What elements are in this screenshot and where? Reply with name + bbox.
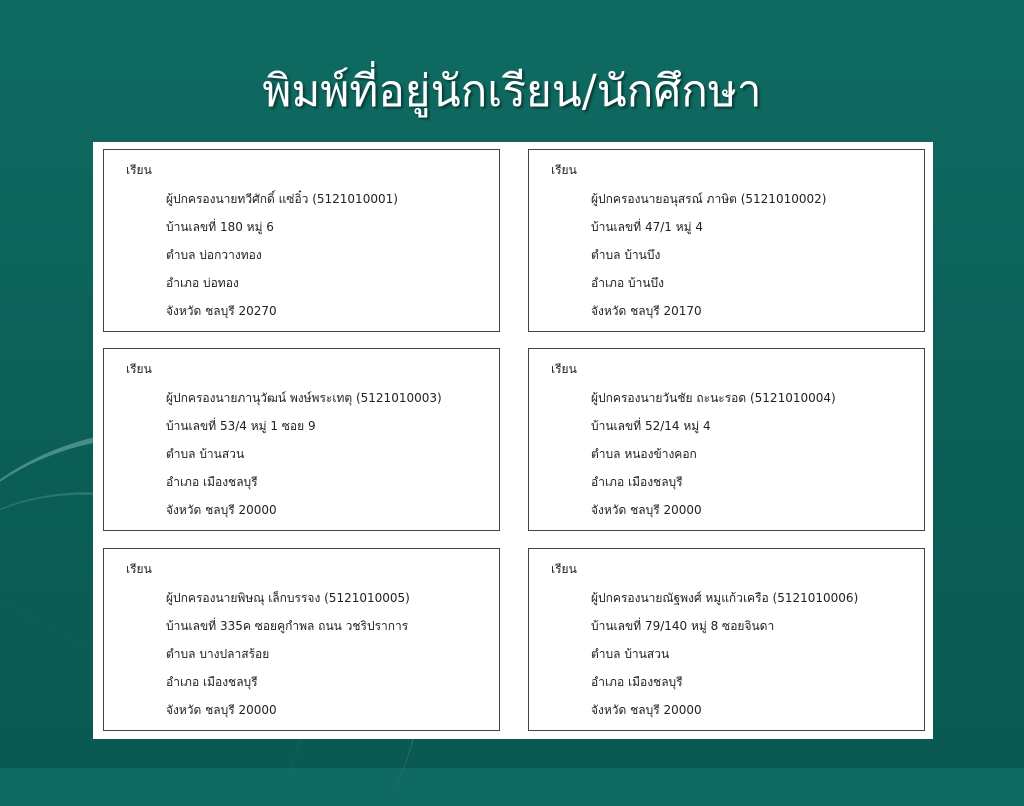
label-house-address: บ้านเลขที่ 335ค ซอยคูกำพล ถนน วชริปราการ — [166, 619, 409, 633]
label-salutation: เรียน — [126, 362, 152, 376]
label-district: อำเภอ เมืองชลบุรี — [166, 675, 258, 689]
label-district: อำเภอ เมืองชลบุรี — [591, 475, 683, 489]
label-province: จังหวัด ชลบุรี 20000 — [166, 503, 277, 517]
slide-title: พิมพ์ที่อยู่นักเรียน/นักศึกษา — [262, 66, 762, 117]
label-subdistrict: ตำบล หนองข้างคอก — [591, 447, 697, 461]
label-house-address: บ้านเลขที่ 53/4 หมู่ 1 ซอย 9 — [166, 419, 316, 433]
address-label — [528, 348, 925, 531]
address-label — [103, 548, 500, 731]
label-guardian: ผู้ปกครองนายภานุวัฒน์ พงษ์พระเทตุ (5121010003) — [166, 391, 442, 405]
address-label — [103, 348, 500, 531]
label-province: จังหวัด ชลบุรี 20000 — [166, 703, 277, 717]
label-subdistrict: ตำบล บ้านบึง — [591, 248, 661, 262]
label-guardian: ผู้ปกครองนายณัฐพงศ์ หมูแก้วเครือ (5121010006) — [591, 591, 859, 605]
label-salutation: เรียน — [126, 163, 152, 177]
label-province: จังหวัด ชลบุรี 20000 — [591, 703, 702, 717]
label-subdistrict: ตำบล บ่อกวางทอง — [166, 248, 262, 262]
label-house-address: บ้านเลขที่ 79/140 หมู่ 8 ซอยจินดา — [591, 619, 775, 633]
label-district: อำเภอ บ่อทอง — [166, 276, 239, 290]
label-house-address: บ้านเลขที่ 47/1 หมู่ 4 — [591, 220, 703, 234]
label-district: อำเภอ เมืองชลบุรี — [166, 475, 258, 489]
label-province: จังหวัด ชลบุรี 20170 — [591, 304, 702, 318]
label-guardian: ผู้ปกครองนายวันชัย ถะนะรอด (5121010004) — [591, 391, 836, 405]
label-subdistrict: ตำบล บ้านสวน — [591, 647, 670, 661]
label-guardian: ผู้ปกครองนายอนุสรณ์ ภาษิต (5121010002) — [591, 192, 827, 206]
address-label — [528, 548, 925, 731]
label-province: จังหวัด ชลบุรี 20270 — [166, 304, 277, 318]
address-label — [528, 149, 925, 332]
label-district: อำเภอ เมืองชลบุรี — [591, 675, 683, 689]
label-salutation: เรียน — [551, 163, 577, 177]
label-salutation: เรียน — [551, 562, 577, 576]
label-guardian: ผู้ปกครองนายทวีศักดิ์ แซ่อิ๋ว (5121010001) — [166, 192, 398, 206]
label-house-address: บ้านเลขที่ 52/14 หมู่ 4 — [591, 419, 711, 433]
label-guardian: ผู้ปกครองนายพิษณุ เล็กบรรจง (5121010005) — [166, 591, 410, 605]
label-province: จังหวัด ชลบุรี 20000 — [591, 503, 702, 517]
address-label-sheet — [93, 142, 933, 739]
label-salutation: เรียน — [551, 362, 577, 376]
label-house-address: บ้านเลขที่ 180 หมู่ 6 — [166, 220, 274, 234]
label-subdistrict: ตำบล บางปลาสร้อย — [166, 647, 270, 661]
address-label — [103, 149, 500, 332]
label-subdistrict: ตำบล บ้านสวน — [166, 447, 245, 461]
label-district: อำเภอ บ้านบึง — [591, 276, 665, 290]
label-salutation: เรียน — [126, 562, 152, 576]
